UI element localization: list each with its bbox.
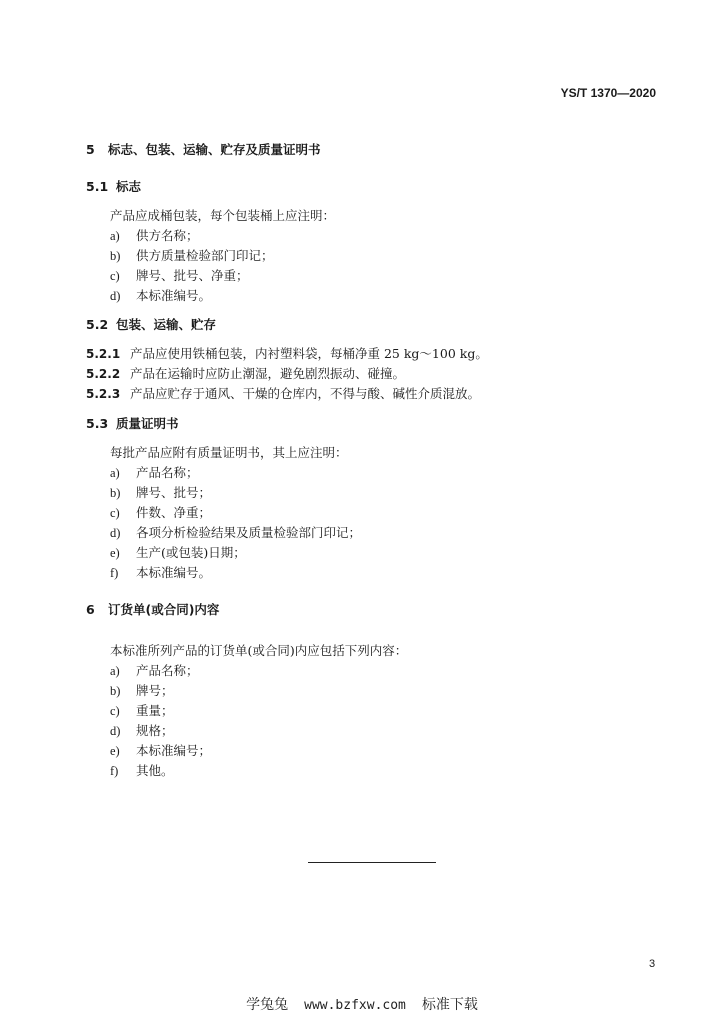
list-tag: b) — [110, 486, 121, 500]
list-item — [110, 741, 211, 759]
section-title: 质量证明书 — [116, 416, 179, 431]
section-5-3-heading — [86, 414, 179, 432]
list-item — [110, 226, 199, 244]
section-title: 包装、运输、贮存 — [116, 317, 217, 332]
list-item — [110, 246, 274, 264]
list-text: 供方名称； — [136, 228, 199, 243]
section-5-3-intro: 每批产品应附有质量证明书，其上应注明： — [110, 445, 348, 460]
list-item — [110, 681, 174, 699]
list-tag: b) — [110, 684, 121, 698]
footer-url[interactable]: www.bzfxw.com — [304, 998, 406, 1013]
section-number: 5.1 — [86, 179, 109, 194]
list-text: 规格； — [136, 723, 174, 738]
list-item — [110, 523, 361, 541]
list-item — [110, 483, 211, 501]
section-number: 5.3 — [86, 416, 109, 431]
end-of-document-rule — [308, 862, 436, 863]
list-tag: a) — [110, 466, 120, 480]
list-text: 生产(或包装)日期； — [136, 545, 246, 560]
list-item — [110, 266, 249, 284]
section-title: 标志、包装、运输、贮存及质量证明书 — [108, 142, 321, 157]
clause-5-2-3 — [86, 384, 480, 402]
list-text: 牌号； — [136, 683, 174, 698]
list-text: 产品名称； — [136, 663, 199, 678]
list-item — [110, 701, 174, 719]
list-text: 重量； — [136, 703, 174, 718]
list-tag: b) — [110, 249, 121, 263]
list-item — [110, 761, 174, 779]
section-number: 5 — [86, 142, 95, 157]
list-item — [110, 563, 211, 581]
list-item — [110, 721, 174, 739]
section-6-intro: 本标准所列产品的订货单(或合同)内应包括下列内容： — [110, 643, 408, 658]
section-title: 订货单(或合同)内容 — [108, 602, 220, 617]
list-tag: c) — [110, 704, 120, 718]
list-item — [110, 286, 211, 304]
list-tag: e) — [110, 744, 120, 758]
page-number: 3 — [649, 958, 656, 970]
clause-text: 产品应贮存于通风、干燥的仓库内，不得与酸、碱性介质混放。 — [130, 386, 481, 401]
list-text: 产品名称； — [136, 465, 199, 480]
clause-5-2-1 — [86, 344, 488, 362]
footer-slogan: 标准下载 — [421, 997, 478, 1013]
list-item — [110, 661, 199, 679]
section-6-heading — [86, 600, 219, 618]
list-text: 本标准编号； — [136, 743, 212, 758]
clause-text: 产品应使用铁桶包装，内衬塑料袋，每桶净重 25 kg～100 kg。 — [130, 346, 488, 361]
clause-number: 5.2.2 — [86, 367, 121, 381]
list-text: 本标准编号。 — [136, 288, 212, 303]
list-tag: d) — [110, 526, 121, 540]
clause-number: 5.2.3 — [86, 387, 121, 401]
section-number: 5.2 — [86, 317, 109, 332]
list-tag: d) — [110, 289, 121, 303]
list-text: 牌号、批号； — [136, 485, 212, 500]
list-text: 本标准编号。 — [136, 565, 212, 580]
clause-text: 产品在运输时应防止潮湿，避免剧烈振动、碰撞。 — [130, 366, 406, 381]
list-tag: a) — [110, 664, 120, 678]
list-item — [110, 463, 199, 481]
list-tag: f) — [110, 566, 119, 580]
list-tag: e) — [110, 546, 120, 560]
clause-5-2-2 — [86, 364, 405, 382]
section-5-1-heading — [86, 177, 141, 195]
standard-code: YS/T 1370—2020 — [560, 86, 656, 100]
list-text: 牌号、批号、净重； — [136, 268, 249, 283]
section-5-heading — [86, 140, 321, 158]
list-item — [110, 543, 246, 561]
clause-number: 5.2.1 — [86, 347, 121, 361]
section-5-2-heading — [86, 315, 216, 333]
list-tag: c) — [110, 269, 120, 283]
list-text: 其他。 — [136, 763, 174, 778]
list-text: 供方质量检验部门印记； — [136, 248, 274, 263]
section-number: 6 — [86, 602, 95, 617]
list-tag: d) — [110, 724, 121, 738]
footer-site-name: 学兔兔 — [246, 997, 289, 1013]
list-item — [110, 503, 211, 521]
list-tag: c) — [110, 506, 120, 520]
list-tag: a) — [110, 229, 120, 243]
footer-watermark — [0, 994, 724, 1014]
list-text: 件数、净重； — [136, 505, 212, 520]
section-5-1-intro: 产品应成桶包装，每个包装桶上应注明： — [110, 208, 336, 223]
list-tag: f) — [110, 764, 119, 778]
list-text: 各项分析检验结果及质量检验部门印记； — [136, 525, 362, 540]
section-title: 标志 — [116, 179, 142, 194]
